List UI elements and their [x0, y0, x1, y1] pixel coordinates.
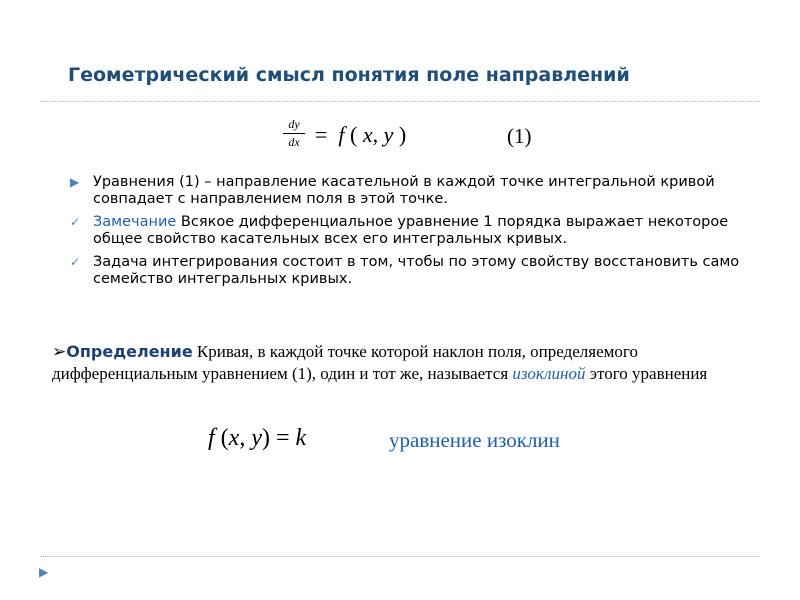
isocline-equation [208, 425, 306, 452]
variable-y: y [383, 122, 394, 147]
function-symbol: f [338, 122, 345, 147]
comma: , [372, 122, 379, 147]
fraction-bar [283, 133, 305, 134]
bullet-text: Уравнения (1) – направление касательной в каждой точке интегральной кривой совпадает с направлением поля в этой точке. [93, 174, 715, 207]
definition-block [52, 341, 752, 385]
open-paren: ( [220, 425, 229, 451]
bullet-list [70, 174, 750, 294]
derivative-fraction [283, 118, 305, 149]
arrow-bullet-icon: ➢ [52, 342, 67, 361]
equals-sign: = [315, 122, 328, 147]
variable-x: x [362, 122, 373, 147]
slide-title: Геометрический смысл понятия поле направлений [68, 64, 630, 86]
variable-x: x [228, 425, 240, 451]
bullet-item [70, 214, 750, 248]
check-icon: ✓ [70, 215, 81, 229]
open-paren: ( [350, 122, 358, 147]
fraction-numerator: dy [288, 117, 300, 131]
bullet-item [70, 174, 750, 208]
top-divider [40, 101, 760, 102]
definition-text-end: этого уравнения [585, 364, 708, 383]
bullet-text: Задача интегрирования состоит в том, чтобы по этому свойству восстановить само семейство интегральных кривых. [93, 254, 740, 287]
check-icon: ✓ [70, 255, 81, 269]
equation-number: (1) [507, 124, 532, 148]
constant-k: k [295, 425, 307, 451]
isocline-term: изоклиной [512, 364, 586, 383]
bottom-divider [40, 556, 760, 557]
close-paren: ) [261, 425, 270, 451]
isocline-caption: уравнение изоклин [389, 428, 560, 452]
comma: , [239, 425, 246, 451]
function-symbol: f [208, 425, 215, 451]
definition-text: Кривая, в каждой точке которой наклон поля, определяемого дифференциальным уравнением (1), один и тот же, называется [52, 342, 638, 383]
equation-rhs [315, 122, 406, 148]
bullet-item [70, 254, 750, 288]
triangle-right-icon: ▶ [70, 175, 80, 189]
triangle-right-icon[interactable]: ▶ [39, 565, 49, 579]
remark-label: Замечание [93, 214, 177, 230]
bullet-text: Всякое дифференциальное уравнение 1 порядка выражает некоторое общее свойство касательных всех его интегральных кривых. [93, 214, 729, 247]
variable-y: y [251, 425, 262, 451]
fraction-denominator: dx [288, 135, 300, 149]
equals-sign: = [269, 425, 296, 451]
close-paren: ) [398, 122, 407, 147]
definition-term: Определение [66, 342, 193, 361]
